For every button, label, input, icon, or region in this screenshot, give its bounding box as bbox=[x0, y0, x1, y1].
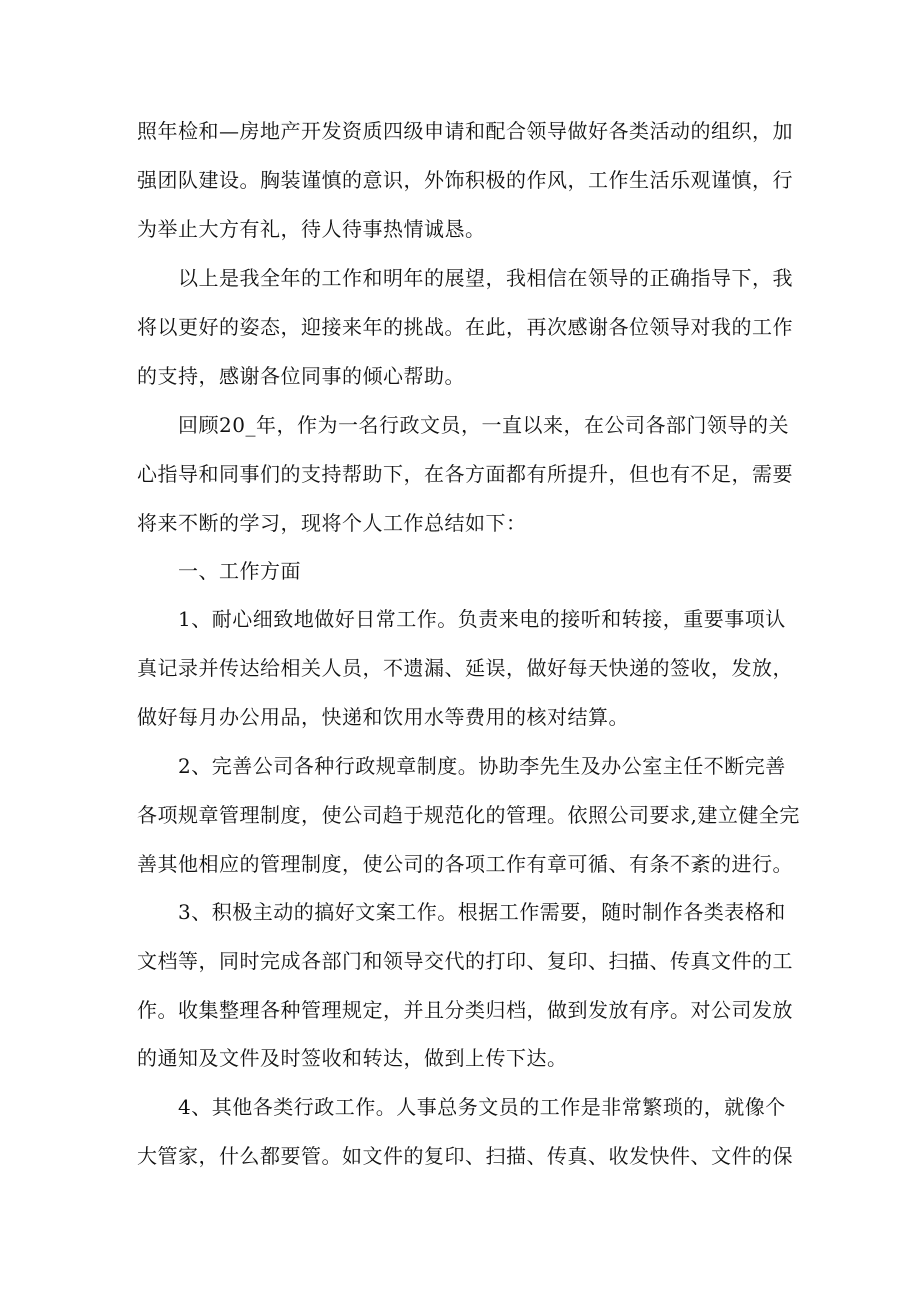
item-2-line-1: 2、完善公司各种行政规章制度。协助李先生及办公室主任不断完善 bbox=[178, 754, 786, 778]
item-3-line-2: 文档等，同时完成各部门和领导交代的打印、复印、扫描、传真文件的工 bbox=[137, 949, 793, 973]
item-3-line-4: 的通知及文件及时签收和转达，做到上传下达。 bbox=[137, 1046, 568, 1070]
paragraph-1-line-1: 照年检和—房地产开发资质四级申请和配合领导做好各类活动的组织，加 bbox=[137, 119, 793, 143]
paragraph-3-line-3: 将来不断的学习，现将个人工作总结如下： bbox=[137, 511, 527, 535]
item-4-line-2: 大管家，什么都要管。如文件的复印、扫描、传真、收发快件、文件的保 bbox=[137, 1144, 793, 1168]
section-heading-work: 一、工作方面 bbox=[178, 559, 301, 583]
item-3-line-1: 3、积极主动的搞好文案工作。根据工作需要，随时制作各类表格和 bbox=[178, 900, 786, 924]
paragraph-2-line-2: 将以更好的姿态，迎接来年的挑战。在此，再次感谢各位领导对我的工作 bbox=[137, 315, 793, 339]
item-1-line-2: 真记录并传达给相关人员，不遗漏、延误，做好每天快递的签收，发放， bbox=[137, 656, 793, 680]
item-4-line-1: 4、其他各类行政工作。人事总务文员的工作是非常繁琐的，就像个 bbox=[178, 1095, 786, 1119]
item-1-line-1: 1、耐心细致地做好日常工作。负责来电的接听和转接，重要事项认 bbox=[178, 607, 786, 631]
paragraph-2-line-3: 的支持，感谢各位同事的倾心帮助。 bbox=[137, 364, 465, 388]
item-2-line-2: 各项规章管理制度，使公司趋于规范化的管理。依照公司要求,建立健全完 bbox=[137, 803, 800, 827]
paragraph-1-line-3: 为举止大方有礼，待人待事热情诚恳。 bbox=[137, 217, 486, 241]
paragraph-3-line-1: 回顾20_年，作为一名行政文员，一直以来，在公司各部门领导的关 bbox=[178, 413, 789, 437]
paragraph-3-line-2: 心指导和同事们的支持帮助下，在各方面都有所提升，但也有不足，需要 bbox=[137, 462, 793, 486]
item-1-line-3: 做好每月办公用品，快递和饮用水等费用的核对结算。 bbox=[137, 705, 629, 729]
paragraph-1-line-2: 强团队建设。胸装谨慎的意识，外饰积极的作风，工作生活乐观谨慎，行 bbox=[137, 168, 793, 192]
item-2-line-3: 善其他相应的管理制度，使公司的各项工作有章可循、有条不紊的进行。 bbox=[137, 852, 793, 876]
item-3-line-3: 作。收集整理各种管理规定，并且分类归档，做到发放有序。对公司发放 bbox=[137, 998, 793, 1022]
paragraph-2-line-1: 以上是我全年的工作和明年的展望，我相信在领导的正确指导下，我 bbox=[178, 266, 793, 290]
